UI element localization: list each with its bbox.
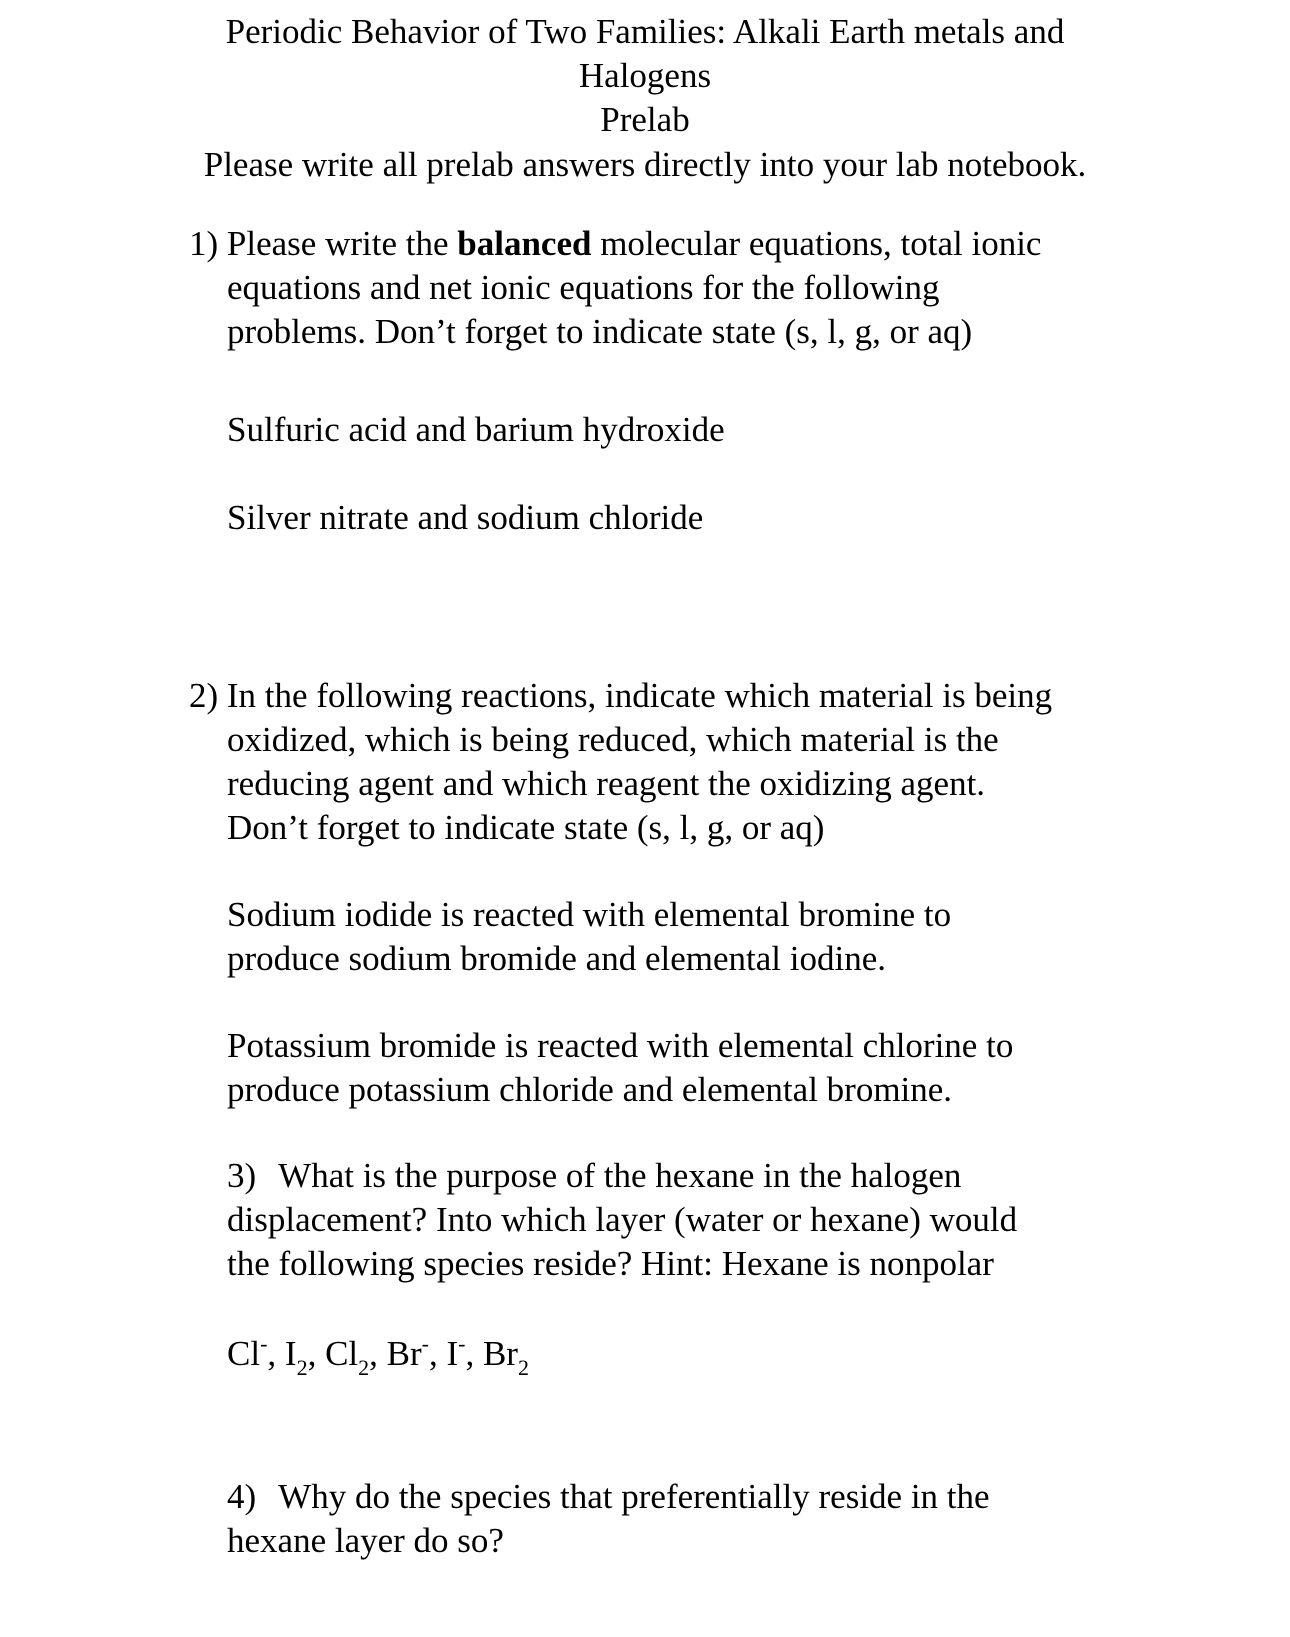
species-list	[227, 1332, 529, 1380]
question-2-line-4: Don’t forget to indicate state (s, l, g, or aq)	[227, 808, 825, 847]
question-3-line-1	[227, 1154, 961, 1198]
species-separator: ,	[369, 1334, 387, 1373]
question-2-number: 2)	[189, 676, 219, 715]
question-1-line-3: problems. Don’t forget to indicate state (s, l, g, or aq)	[227, 312, 973, 351]
species-1	[284, 1334, 308, 1380]
species-sub: 2	[296, 1355, 308, 1380]
species-base: Br	[482, 1334, 518, 1373]
question-2-line-3: reducing agent and which reagent the oxidizing agent.	[227, 764, 986, 803]
species-separator: ,	[267, 1334, 285, 1373]
species-3	[386, 1331, 429, 1373]
species-base: Cl	[227, 1334, 261, 1373]
question-1-post: molecular equations, total ionic	[600, 224, 1042, 263]
species-2	[325, 1334, 370, 1380]
title-line-3: Prelab	[600, 100, 690, 139]
instruction-text: Please write all prelab answers directly into your lab notebook.	[203, 145, 1087, 184]
species-sub: 2	[517, 1355, 529, 1380]
question-2-item-1-line-2: produce sodium bromide and elemental iodine.	[227, 939, 886, 978]
question-3-line-3: the following species reside? Hint: Hexane is nonpolar	[227, 1244, 994, 1283]
title-line-2: Halogens	[578, 56, 712, 95]
question-1-item-1: Sulfuric acid and barium hydroxide	[227, 410, 725, 449]
species-base: Br	[386, 1334, 422, 1373]
question-1-line-2: equations and net ionic equations for the following	[227, 268, 940, 307]
species-separator: ,	[465, 1334, 483, 1373]
species-sub: 2	[358, 1355, 370, 1380]
species-sup: -	[260, 1331, 268, 1356]
species-sup: -	[458, 1331, 466, 1356]
question-3-number: 3)	[227, 1156, 257, 1195]
question-1-line-1	[189, 222, 1041, 266]
question-4-line-1	[227, 1475, 990, 1519]
question-2-item-1-line-1: Sodium iodide is reacted with elemental bromine to	[227, 895, 952, 934]
species-separator: ,	[307, 1334, 326, 1373]
question-4-text-1: Why do the species that preferentially reside in the	[278, 1477, 990, 1516]
species-base: Cl	[325, 1334, 359, 1373]
question-1-item-2: Silver nitrate and sodium chloride	[227, 498, 704, 537]
species-0	[227, 1331, 268, 1373]
question-3-line-2: displacement? Into which layer (water or hexane) would	[227, 1200, 1018, 1239]
species-separator: ,	[428, 1334, 447, 1373]
question-1-number: 1)	[189, 224, 219, 263]
species-5	[482, 1334, 529, 1380]
species-4	[446, 1331, 466, 1373]
question-2-text-1: In the following reactions, indicate which material is being	[226, 676, 1053, 715]
question-4-number: 4)	[227, 1477, 257, 1516]
species-sup: -	[421, 1331, 429, 1356]
question-2-item-2-line-1: Potassium bromide is reacted with elemental chlorine to	[227, 1026, 1014, 1065]
question-1-pre: Please write the	[226, 224, 449, 263]
question-2-line-1	[189, 674, 1052, 718]
question-2-line-2: oxidized, which is being reduced, which material is the	[227, 720, 999, 759]
question-1-bold-word: balanced	[457, 224, 592, 263]
document-title	[0, 10, 1290, 142]
question-3-text-1: What is the purpose of the hexane in the halogen	[278, 1156, 962, 1195]
question-4-line-2: hexane layer do so?	[227, 1521, 504, 1560]
question-2-item-2-line-2: produce potassium chloride and elemental bromine.	[227, 1070, 953, 1109]
species-base: I	[284, 1334, 297, 1373]
title-line-1: Periodic Behavior of Two Families: Alkali Earth metals and	[225, 12, 1065, 51]
species-base: I	[446, 1334, 459, 1373]
